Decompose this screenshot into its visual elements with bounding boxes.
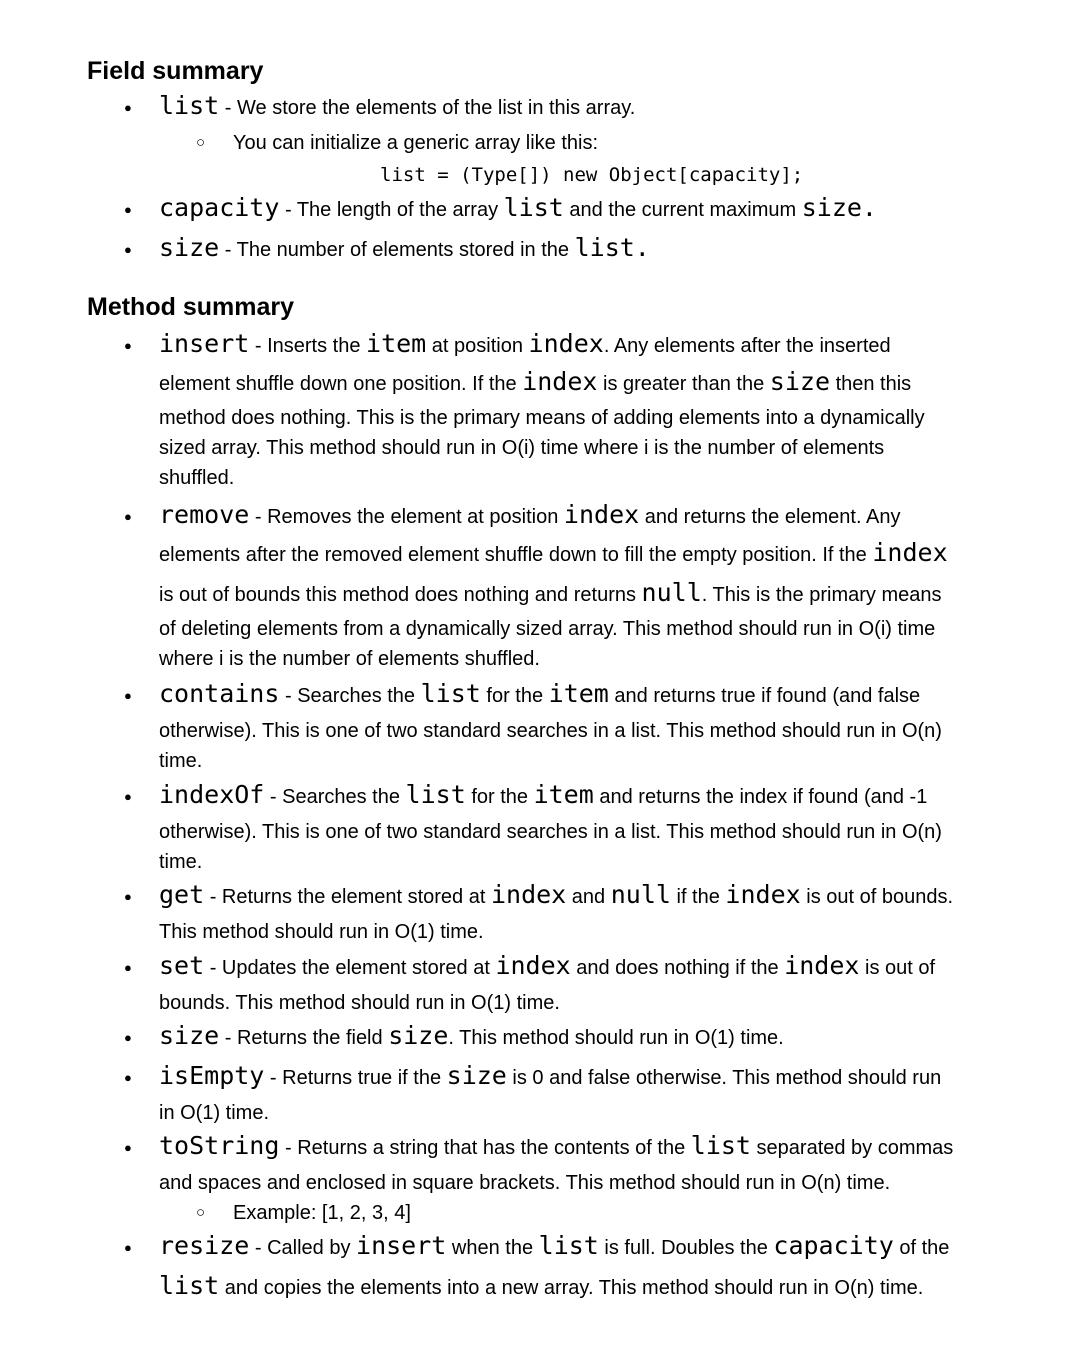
method-list-isempty [0, 1063, 1080, 1128]
method-list-tostring [0, 1133, 1080, 1198]
method-list-resize [0, 1233, 1080, 1303]
text-run: and copies the elements into a new array. This method should run in O(n) time. [219, 1277, 924, 1299]
inline-code: index [490, 880, 567, 909]
inline-code: size [769, 367, 831, 396]
text-run: of the [893, 1237, 950, 1259]
method-list-size [0, 1023, 1080, 1053]
inline-code: item [548, 679, 609, 708]
text-run: is out of bounds. [800, 886, 954, 908]
inline-code: index [563, 500, 640, 529]
text-run: - Returns the field [219, 1027, 389, 1049]
text-run: otherwise). This is one of two standard searches in a list. This method should run in O(n) [159, 720, 942, 742]
text-run: - We store the elements of the list in this array. [219, 97, 636, 119]
text-run: at position [426, 335, 529, 357]
inline-code: get [159, 880, 205, 909]
inline-code: size [446, 1061, 507, 1090]
inline-code: null [610, 880, 671, 909]
text-run: - Returns the element stored at [204, 886, 491, 908]
inline-code: list [420, 679, 481, 708]
text-run: - Inserts the [249, 335, 367, 357]
text-run: then this [830, 373, 912, 395]
field-item-list [0, 93, 1080, 129]
text-run: - Called by [249, 1237, 357, 1259]
text-run: - Searches the [264, 786, 406, 808]
text-run: is greater than the [597, 373, 770, 395]
text-run: is out of bounds this method does nothing and returns [159, 584, 642, 606]
field-item-size [0, 235, 1080, 265]
code-example: list = (Type[]) new Object[capacity]; [380, 164, 804, 186]
text-run: - Removes the element at position [249, 506, 564, 528]
text-run: bounds. This method should run in O(1) time. [159, 992, 560, 1014]
text-run: - Returns true if the [264, 1067, 447, 1089]
inline-code: indexOf [159, 780, 265, 809]
text-run: is full. Doubles the [598, 1237, 774, 1259]
text-run: and returns the element. Any [639, 506, 901, 528]
text-run: and spaces and enclosed in square brackets. This method should run in O(n) time. [159, 1172, 891, 1194]
inline-code: size [159, 233, 220, 262]
inline-code: list [690, 1131, 751, 1160]
inline-code: null [641, 578, 702, 607]
text-run: time. [159, 750, 203, 772]
text-run: otherwise). This is one of two standard searches in a list. This method should run in O(n) [159, 821, 942, 843]
inline-code: item [366, 329, 427, 358]
text-run: elements after the removed element shuffle down to fill the empty position. If the [159, 544, 873, 566]
field-list-2 [0, 195, 1080, 265]
text-run: if the [670, 886, 726, 908]
inline-code: index [528, 329, 604, 358]
text-run: and does nothing if the [570, 957, 785, 979]
text-run: in O(1) time. [159, 1102, 270, 1124]
inline-code: set [159, 951, 205, 980]
inline-code: index [522, 367, 598, 396]
text-run: - The number of elements stored in the [219, 239, 575, 261]
inline-code: resize [159, 1231, 250, 1260]
inline-code: insert [159, 329, 250, 358]
text-run: is 0 and false otherwise. This method should run [506, 1067, 942, 1089]
text-run: where i is the number of elements shuffled. [159, 648, 540, 670]
field-list [0, 93, 1080, 129]
text-run: - Returns a string that has the contents of the [279, 1137, 691, 1159]
inline-code: index [725, 880, 801, 909]
inline-code: index [872, 538, 948, 567]
inline-code: list [405, 780, 466, 809]
text-run: is out of [859, 957, 936, 979]
inline-code: index [495, 951, 571, 980]
method-list-remove [0, 502, 1080, 674]
text-run: of deleting elements from a dynamically sized array. This method should run in O(i) time [159, 618, 936, 640]
text-run: element shuffle down one position. If the [159, 373, 523, 395]
text-run: when the [446, 1237, 539, 1259]
method-item-indexof [0, 782, 1080, 877]
inline-code: isEmpty [159, 1061, 265, 1090]
text-run: and returns the index if found (and -1 [593, 786, 928, 808]
text-run: and [566, 886, 611, 908]
inline-code: capacity [773, 1231, 894, 1260]
text-run: shuffled. [159, 467, 235, 489]
text-run: - Updates the element stored at [204, 957, 496, 979]
method-item-tostring [0, 1133, 1080, 1198]
inline-code: list [538, 1231, 599, 1260]
inline-code: index [784, 951, 860, 980]
text-run: for the [465, 786, 534, 808]
text-run: and the current maximum [563, 199, 802, 221]
text-run: - The length of the array [279, 199, 504, 221]
method-summary-heading: Method summary [87, 293, 294, 321]
inline-code: list. [574, 233, 650, 262]
method-item-remove [0, 502, 1080, 674]
inline-code: item [533, 780, 594, 809]
inline-code: remove [159, 500, 250, 529]
method-list [0, 331, 1080, 493]
text-run: sized array. This method should run in O(i) time where i is the number of elements [159, 437, 885, 459]
inline-code: list [159, 1271, 220, 1300]
inline-code: list [503, 193, 564, 222]
text-run: . This method should run in O(1) time. [448, 1027, 784, 1049]
inline-code: insert [356, 1231, 447, 1260]
field-name-list: list [159, 91, 220, 120]
method-item-get [0, 882, 1080, 947]
text-run: This method should run in O(1) time. [159, 921, 484, 943]
text-run: for the [480, 685, 549, 707]
inline-code: size [388, 1021, 449, 1050]
method-list-get [0, 882, 1080, 947]
text-run: You can initialize a generic array like this: [233, 132, 599, 154]
method-item-contains [0, 681, 1080, 776]
method-item-set [0, 953, 1080, 1018]
tostring-example [0, 1198, 411, 1228]
method-item-insert [0, 331, 1080, 493]
method-item-size [0, 1023, 1080, 1053]
text-run: method does nothing. This is the primary means of adding elements into a dynamically [159, 407, 925, 429]
inline-code: size. [801, 193, 877, 222]
field-list-sub-note [0, 128, 598, 158]
text-run: - Searches the [279, 685, 421, 707]
text-run: . Any elements after the inserted [603, 335, 891, 357]
text-run: and returns true if found (and false [608, 685, 921, 707]
inline-code: size [159, 1021, 220, 1050]
method-list-indexof [0, 782, 1080, 877]
method-list-set [0, 953, 1080, 1018]
inline-code: contains [159, 679, 280, 708]
inline-code: capacity [159, 193, 280, 222]
text-run: Example: [1, 2, 3, 4] [233, 1202, 411, 1224]
method-item-resize [0, 1233, 1080, 1303]
text-run: separated by commas [750, 1137, 954, 1159]
method-item-isempty [0, 1063, 1080, 1128]
field-summary-heading: Field summary [87, 57, 264, 85]
text-run: . This is the primary means [701, 584, 942, 606]
field-item-capacity [0, 195, 1080, 235]
inline-code: toString [159, 1131, 280, 1160]
text-run: time. [159, 851, 203, 873]
method-list-contains [0, 681, 1080, 776]
